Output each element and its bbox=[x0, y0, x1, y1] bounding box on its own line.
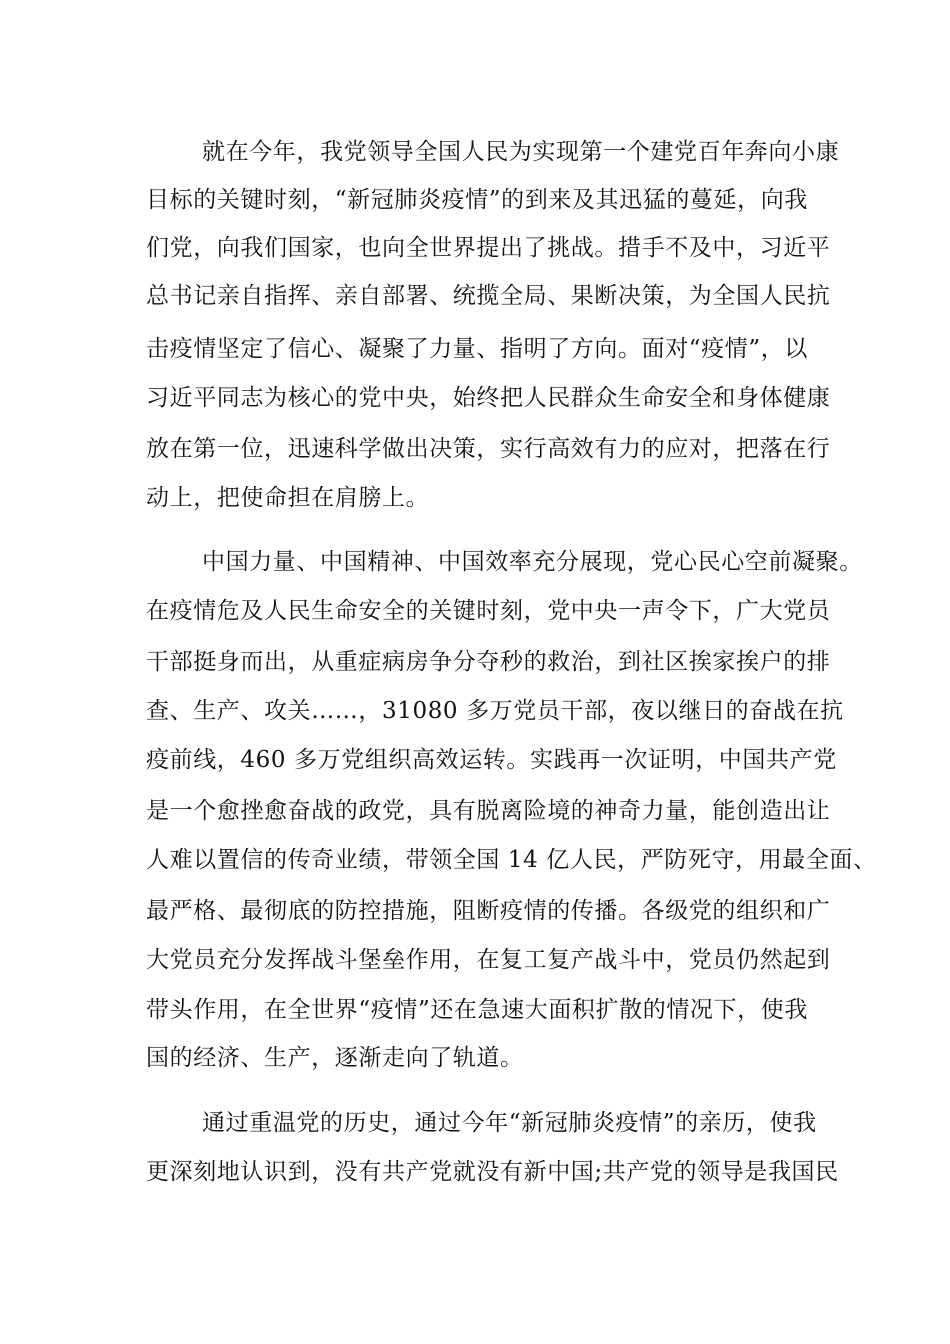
paragraph-3-line-2: 更深刻地认识到，没有共产党就没有新中国;共产党的领导是我国民 bbox=[146, 1159, 839, 1185]
paragraph-2-line-1: 中国力量、中国精神、中国效率充分展现，党心民心空前凝聚。 bbox=[202, 549, 863, 575]
paragraph-2-line-4: 查、生产、攻关……，31080 多万党员干部，夜以继日的奋战在抗 bbox=[146, 698, 844, 724]
paragraph-2-line-2: 在疫情危及人民生命安全的关键时刻，党中央一声令下，广大党员 bbox=[146, 598, 831, 624]
paragraph-2-line-5: 疫前线，460 多万党组织高效运转。实践再一次证明，中国共产党 bbox=[146, 747, 837, 773]
paragraph-2-line-10: 带头作用，在全世界“疫情”还在急速大面积扩散的情况下，使我 bbox=[146, 997, 808, 1023]
paragraph-2-line-7: 人难以置信的传奇业绩，带领全国 14 亿人民，严防死守，用最全面、 bbox=[146, 847, 877, 873]
paragraph-1-line-7: 放在第一位，迅速科学做出决策，实行高效有力的应对，把落在行 bbox=[146, 436, 831, 462]
paragraph-1-line-2: 目标的关键时刻，“新冠肺炎疫情”的到来及其迅猛的蔓延，向我 bbox=[146, 187, 808, 213]
paragraph-2-line-3: 干部挺身而出，从重症病房争分夺秒的救治，到社区挨家挨户的排 bbox=[146, 649, 831, 675]
paragraph-1-line-1: 就在今年，我党领导全国人民为实现第一个建党百年奔向小康 bbox=[202, 139, 840, 165]
paragraph-2-line-8: 最严格、最彻底的防控措施，阻断疫情的传播。各级党的组织和广 bbox=[146, 898, 831, 924]
paragraph-2-line-6: 是一个愈挫愈奋战的政党，具有脱离险境的神奇力量，能创造出让 bbox=[146, 798, 831, 824]
paragraph-2-line-9: 大党员充分发挥战斗堡垒作用，在复工复产战斗中，党员仍然起到 bbox=[146, 947, 831, 973]
paragraph-3-line-1: 通过重温党的历史，通过今年“新冠肺炎疫情”的亲历，使我 bbox=[202, 1110, 817, 1136]
paragraph-1-line-5: 击疫情坚定了信心、凝聚了力量、指明了方向。面对“疫情”，以 bbox=[146, 336, 808, 362]
paragraph-1-line-4: 总书记亲自指挥、亲自部署、统揽全局、果断决策，为全国人民抗 bbox=[146, 283, 831, 309]
paragraph-2-line-11: 国的经济、生产，逐渐走向了轨道。 bbox=[146, 1045, 524, 1071]
paragraph-1-line-6: 习近平同志为核心的党中央，始终把人民群众生命安全和身体健康 bbox=[146, 385, 831, 411]
paragraph-1-line-8: 动上，把使命担在肩膀上。 bbox=[146, 485, 430, 511]
paragraph-1-line-3: 们党，向我们国家，也向全世界提出了挑战。措手不及中，习近平 bbox=[146, 235, 831, 261]
